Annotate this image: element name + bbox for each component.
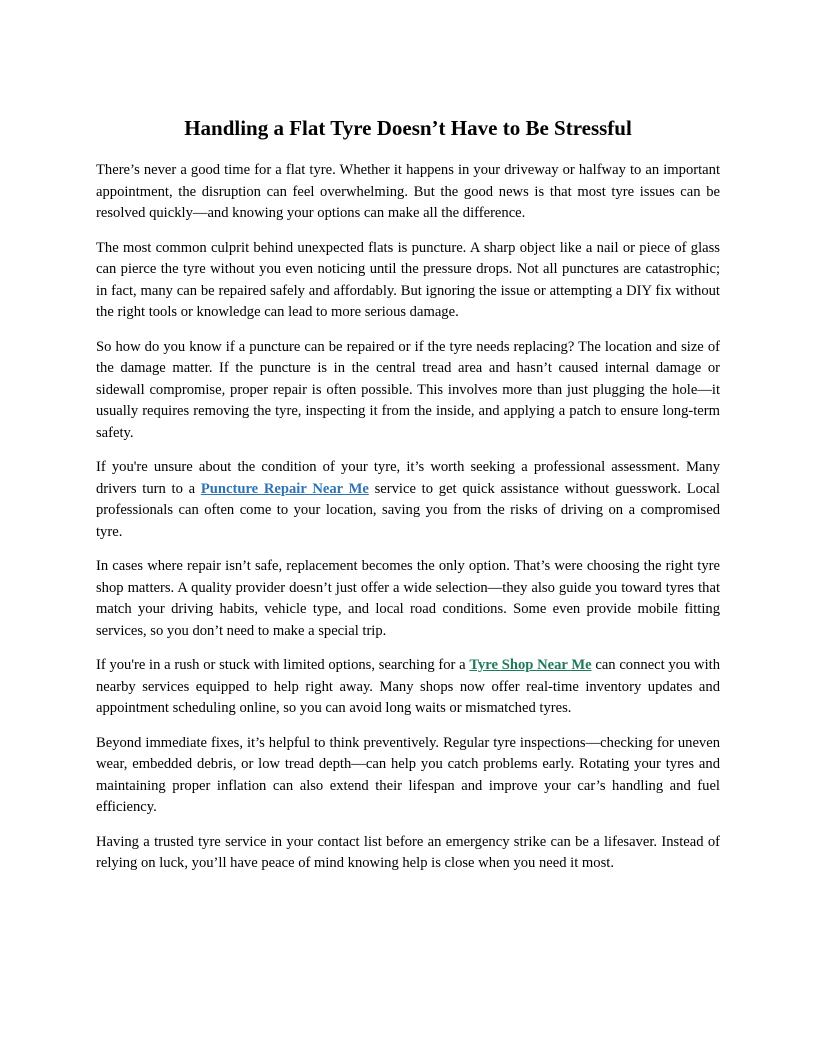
document-page [96, 113, 720, 888]
paragraph-tyre-shop [96, 655, 720, 720]
paragraph-intro: There’s never a good time for a flat tyre. Whether it happens in your driveway or halfway to an important appointment, the disruption can feel overwhelming. But the good news is that most tyre issues can be resolved quickly—and knowing your options can make all the difference. [96, 162, 720, 221]
tyre-shop-near-me-link[interactable]: Tyre Shop Near Me [469, 657, 592, 673]
paragraph-text-after-link: can connect you with nearby services equipped to help right away. Many shops now offer real-time inventory updates and appointment scheduling online, so you can avoid long waits or mismatched tyres. [96, 657, 720, 716]
paragraph-repair-or-replace: So how do you know if a puncture can be repaired or if the tyre needs replacing? The location and size of the damage matter. If the puncture is in the central tread area and hasn’t caused internal damage or sidewall compromise, proper repair is often possible. This involves more than just plugging the hole—it usually requires removing the tyre, inspecting it from the inside, and applying a patch to ensure long-term safety. [96, 338, 720, 441]
paragraph-text-before-link: If you're in a rush or stuck with limited options, searching for a [96, 657, 470, 673]
page-title: Handling a Flat Tyre Doesn’t Have to Be Stressful [184, 116, 632, 140]
paragraph-conclusion: Having a trusted tyre service in your contact list before an emergency strike can be a lifesaver. Instead of relying on luck, you’ll have peace of mind knowing help is close when you need it most. [96, 833, 720, 871]
paragraph-text-after-link: service to get quick assistance without guesswork. Local professionals can often come to your location, saving you from the risks of driving on a compromised tyre. [96, 480, 720, 540]
paragraph-prevention: Beyond immediate fixes, it’s helpful to think preventively. Regular tyre inspections—checking for uneven wear, embedded debris, or low tread depth—can help you catch problems early. Rotating your tyres and maintaining proper inflation can also extend their lifespan and improve your car’s handling and fuel efficiency. [96, 734, 720, 815]
paragraph-puncture-cause: The most common culprit behind unexpected flats is puncture. A sharp object like a nail or piece of glass can pierce the tyre without you even noticing until the pressure drops. Not all punctures are catastrophic; in fact, many can be repaired safely and affordably. But ignoring the issue or attempting a DIY fix without the right tools or knowledge can lead to more serious damage. [96, 239, 720, 320]
paragraph-text-before-link: If you're unsure about the condition of your tyre, it’s worth seeking a professional assessment. Many drivers turn to a [96, 459, 720, 497]
puncture-repair-near-me-link[interactable]: Puncture Repair Near Me [200, 480, 369, 497]
paragraph-professional-assessment [96, 457, 720, 543]
paragraph-replacement: In cases where repair isn’t safe, replacement becomes the only option. That’s were choosing the right tyre shop matters. A quality provider doesn’t just offer a wide selection—they also guide you toward tyres that match your driving habits, vehicle type, and local road conditions. Some even provide mobile fitting services, so you don’t need to make a special trip. [96, 558, 720, 639]
